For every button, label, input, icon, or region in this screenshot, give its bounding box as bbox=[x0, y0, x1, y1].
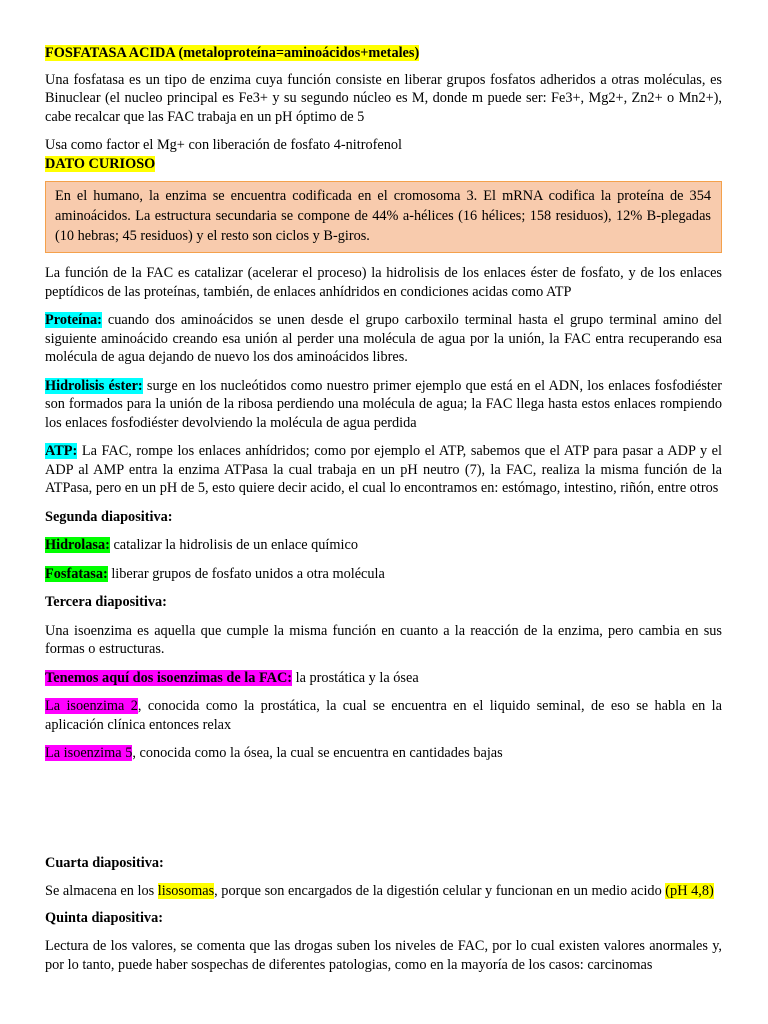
quinta-paragraph: Lectura de los valores, se comenta que las drogas suben los niveles de FAC, por lo cual existen valores anormales y, por lo tanto, puede haber sospechas de diferentes patologias, como en la mayoría de los casos: carcinomas bbox=[45, 938, 722, 973]
segunda-heading: Segunda diapositiva: bbox=[45, 508, 173, 525]
dato-curioso-box bbox=[45, 181, 722, 253]
isoenzima-2-paragraph bbox=[45, 697, 722, 734]
proteina-text: cuando dos aminoácidos se unen desde el grupo carboxilo terminal hasta el grupo terminal amino del siguiente aminoácido creando esa unión al perder una molécula de agua por la unión, la FAC entra recuperando esa molécula de agua dejando de nuevo los dos aminoácidos libres. bbox=[45, 312, 722, 365]
fosfatasa-label: Fosfatasa: bbox=[45, 565, 108, 582]
cofactor-paragraph: Usa como factor el Mg+ con liberación de fosfato 4-nitrofenol bbox=[45, 137, 403, 153]
cuarta-pre: Se almacena en los bbox=[45, 883, 158, 899]
title-highlight: FOSFATASA ACIDA (metaloproteína=aminoácidos+metales) bbox=[45, 45, 420, 61]
function-paragraph: La función de la FAC es catalizar (acelerar el proceso) la hidrolisis de los enlaces éster de fosfato, y de los enlaces peptídicos de las proteínas, también, de enlaces anhídridos en condiciones acidas como ATP bbox=[45, 265, 722, 300]
isoenzimas-text: la prostática y la ósea bbox=[292, 669, 419, 686]
lisosomas-highlight: lisosomas bbox=[157, 883, 215, 899]
fosfatasa-text: liberar grupos de fosfato unidos a otra molécula bbox=[107, 565, 385, 582]
proteina-label: Proteína: bbox=[45, 312, 102, 328]
hidrolasa-paragraph bbox=[45, 536, 722, 555]
intro-paragraph: Una fosfatasa es un tipo de enzima cuya función consiste en liberar grupos fosfatos adheridos a otras moléculas, es Binuclear (el nucleo principal es Fe3+ y su segundo núcleo es M, donde m puede ser: Fe3+, Mg2+, Zn2+ o Mn2+), cabe recalcar que las FAC trabaja en un pH óptimo de 5 bbox=[45, 71, 722, 125]
fosfatasa-paragraph bbox=[45, 565, 722, 584]
tercera-heading: Tercera diapositiva: bbox=[45, 594, 167, 610]
document-title bbox=[45, 44, 722, 63]
isoenzima-2-text: , conocida como la prostática, la cual se encuentra en el liquido seminal, de eso se habla en la aplicación clínica entonces relax bbox=[45, 698, 722, 733]
atp-text: La FAC, rompe los enlaces anhídridos; como por ejemplo el ATP, sabemos que el ATP para pasar a ADP y el ADP al AMP entra la enzima ATPasa la cual trabaja en un pH neutro (7), la FAC, realiza la misma función de la ATPasa, pero en un pH de 5, esto quiere decir acido, el cual lo encontramos en: estómago, intestino, riñón, entre otros bbox=[45, 443, 722, 496]
isoenzimas-label: Tenemos aquí dos isoenzimas de la FAC: bbox=[45, 669, 293, 686]
dato-curioso-heading bbox=[45, 155, 722, 174]
hidrolisis-paragraph bbox=[45, 377, 722, 433]
hidrolisis-text: surge en los nucleótidos como nuestro primer ejemplo que está en el ADN, los enlaces fosfodiéster son formados para la unión de la ribosa perdiendo una molécula de agua; la FAC llega hasta estos enlaces rompiendo los enlaces fosfodiéster devolviendo la molécula de agua perdida bbox=[45, 377, 722, 431]
dato-curioso-label: DATO CURIOSO bbox=[45, 155, 156, 172]
hidrolisis-label: Hidrolisis éster: bbox=[45, 377, 143, 394]
atp-paragraph bbox=[45, 442, 722, 498]
isoenzima-5-text: , conocida como la ósea, la cual se encuentra en cantidades bajas bbox=[132, 745, 503, 761]
isoenzima-5-label: La isoenzima 5 bbox=[45, 745, 133, 761]
cuarta-paragraph bbox=[45, 882, 722, 901]
isoenzima-definition: Una isoenzima es aquella que cumple la misma función en cuanto a la reacción de la enzima, pero cambia en sus formas o estructuras. bbox=[45, 622, 722, 657]
quinta-heading: Quinta diapositiva: bbox=[45, 909, 163, 926]
atp-label: ATP: bbox=[45, 443, 78, 459]
hidrolasa-text: catalizar la hidrolisis de un enlace químico bbox=[109, 537, 358, 553]
cuarta-heading: Cuarta diapositiva: bbox=[45, 854, 164, 871]
isoenzimas-paragraph bbox=[45, 669, 722, 688]
dato-curioso-text: En el humano, la enzima se encuentra codificada en el cromosoma 3. El mRNA codifica la proteína de 354 aminoácidos. La estructura secundaria se compone de 44% a-hélices (16 hélices; 158 residuos), 12% B-plegadas (10 hebras; 45 residuos) y el resto son ciclos y B-giros. bbox=[55, 188, 711, 244]
ph-highlight: (pH 4,8) bbox=[665, 883, 714, 899]
proteina-paragraph bbox=[45, 311, 722, 367]
document-body bbox=[45, 44, 722, 974]
isoenzima-2-label: La isoenzima 2 bbox=[45, 698, 138, 714]
isoenzima-5-paragraph bbox=[45, 744, 722, 763]
cuarta-mid: , porque son encargados de la digestión celular y funcionan en un medio acido bbox=[214, 883, 666, 899]
hidrolasa-label: Hidrolasa: bbox=[45, 537, 110, 553]
